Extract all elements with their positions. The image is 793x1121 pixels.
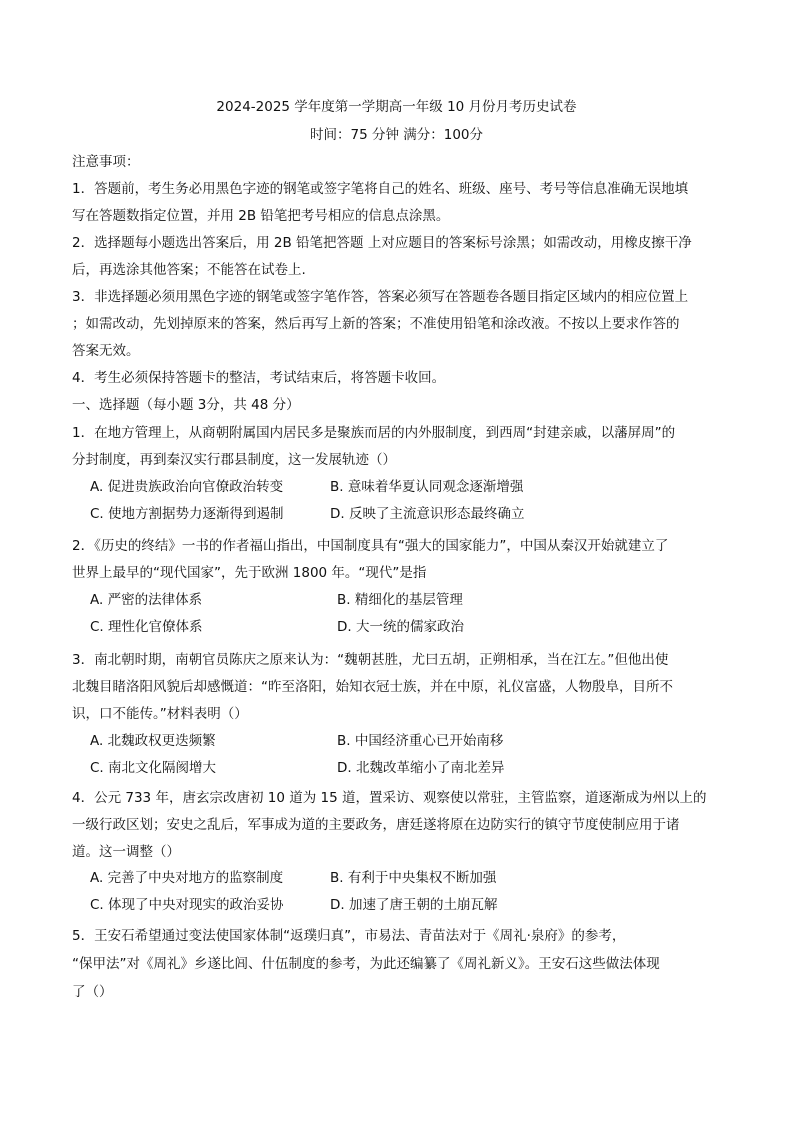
question-4-text: 4．公元 733 年，唐玄宗改唐初 10 道为 15 道，置采访、观察使以常驻，主管监察，道逐渐成为州以上的 bbox=[72, 790, 707, 806]
question-3-option-c[interactable]: C. 南北文化隔阂增大 bbox=[90, 760, 217, 776]
notice-line: ；如需改动，先划掉原来的答案，然后再写上新的答案；不准使用铅笔和涂改液。不按以上要求作答的 bbox=[72, 316, 680, 332]
notice-heading: 注意事项： bbox=[72, 154, 140, 170]
section-heading: 一、选择题（每小题 3分，共 48 分） bbox=[72, 397, 300, 413]
question-1-option-a[interactable]: A. 促进贵族政治向官僚政治转变 bbox=[90, 479, 284, 495]
question-4-option-d[interactable]: D. 加速了唐王朝的土崩瓦解 bbox=[330, 897, 498, 913]
notice-line: 答案无效。 bbox=[72, 343, 140, 359]
question-4-option-b[interactable]: B. 有利于中央集权不断加强 bbox=[330, 870, 497, 886]
question-3-text: 北魏目睹洛阳风貌后却感慨道：“昨至洛阳，始知衣冠士族，并在中原，礼仪富盛，人物殷阜，目所不 bbox=[72, 679, 673, 695]
exam-time-score: 时间：75 分钟 满分：100分 bbox=[309, 127, 484, 143]
question-4-option-c[interactable]: C. 体现了中央对现实的政治妥协 bbox=[90, 897, 284, 913]
question-1-option-c[interactable]: C. 使地方割据势力逐渐得到遏制 bbox=[90, 506, 284, 522]
question-5-text: 了（） bbox=[72, 984, 113, 1000]
exam-title: 2024-2025 学年度第一学期高一年级 10 月份月考历史试卷 bbox=[216, 99, 577, 115]
question-5-text: 5．王安石希望通过变法使国家体制“返璞归真”，市易法、青苗法对于《周礼·泉府》的参考， bbox=[72, 928, 626, 944]
question-1-option-b[interactable]: B. 意味着华夏认同观念逐渐增强 bbox=[330, 479, 524, 495]
question-2-option-a[interactable]: A. 严密的法律体系 bbox=[90, 592, 203, 608]
question-3-option-a[interactable]: A. 北魏政权更迭频繁 bbox=[90, 733, 216, 749]
question-3-text: 3．南北朝时期，南朝官员陈庆之原来认为：“魏朝甚胜，尤曰五胡，正朔相承，当在江左。”但他出使 bbox=[72, 652, 669, 668]
question-3-option-b[interactable]: B. 中国经济重心已开始南移 bbox=[337, 733, 504, 749]
question-1-option-d[interactable]: D. 反映了主流意识形态最终确立 bbox=[330, 506, 525, 522]
question-4-text: 道。这一调整（） bbox=[72, 844, 180, 860]
notice-line: 2．选择题每小题选出答案后，用 2B 铅笔把答题 上对应题目的答案标号涂黑；如需改动，用橡皮擦干净 bbox=[72, 235, 692, 251]
question-2-text: 世界上最早的“现代国家”，先于欧洲 1800 年。“现代”是指 bbox=[72, 565, 427, 581]
notice-line: 3．非选择题必须用黑色字迹的钢笔或签字笔作答，答案必须写在答题卷各题目指定区域内的相应位置上 bbox=[72, 289, 689, 305]
question-2-option-d[interactable]: D. 大一统的儒家政治 bbox=[337, 619, 464, 635]
question-3-text: 识，口不能传。”材料表明（） bbox=[72, 706, 248, 722]
question-2-option-c[interactable]: C. 理性化官僚体系 bbox=[90, 619, 203, 635]
question-4-text: 一级行政区划；安史之乱后，军事成为道的主要政务，唐廷遂将原在边防实行的镇守节度使制应用于诸 bbox=[72, 817, 680, 833]
question-5-text: “保甲法”对《周礼》乡遂比闾、什伍制度的参考，为此还编纂了《周礼新义》。王安石这些做法体现 bbox=[72, 956, 660, 972]
question-1-text: 分封制度，再到秦汉实行郡县制度，这一发展轨迹（） bbox=[72, 452, 396, 468]
notice-line: 后，再选涂其他答案；不能答在试卷上. bbox=[72, 262, 306, 278]
notice-line: 1．答题前，考生务必用黑色字迹的钢笔或签字笔将自己的姓名、班级、座号、考号等信息准确无误地填 bbox=[72, 181, 689, 197]
question-2-option-b[interactable]: B. 精细化的基层管理 bbox=[337, 592, 463, 608]
notice-line: 4．考生必须保持答题卡的整洁，考试结束后，将答题卡收回。 bbox=[72, 370, 446, 386]
question-1-text: 1．在地方管理上，从商朝附属国内居民多是聚族而居的内外服制度，到西周“封建亲戚，以藩屏周”的 bbox=[72, 425, 676, 441]
question-4-option-a[interactable]: A. 完善了中央对地方的监察制度 bbox=[90, 870, 284, 886]
question-2-text: 2．《历史的终结》一书的作者福山指出，中国制度具有“强大的国家能力”，中国从秦汉开始就建立了 bbox=[72, 538, 669, 554]
notice-line: 写在答题数指定位置，并用 2B 铅笔把考号相应的信息点涂黑。 bbox=[72, 208, 450, 224]
question-3-option-d[interactable]: D. 北魏改革缩小了南北差异 bbox=[337, 760, 505, 776]
